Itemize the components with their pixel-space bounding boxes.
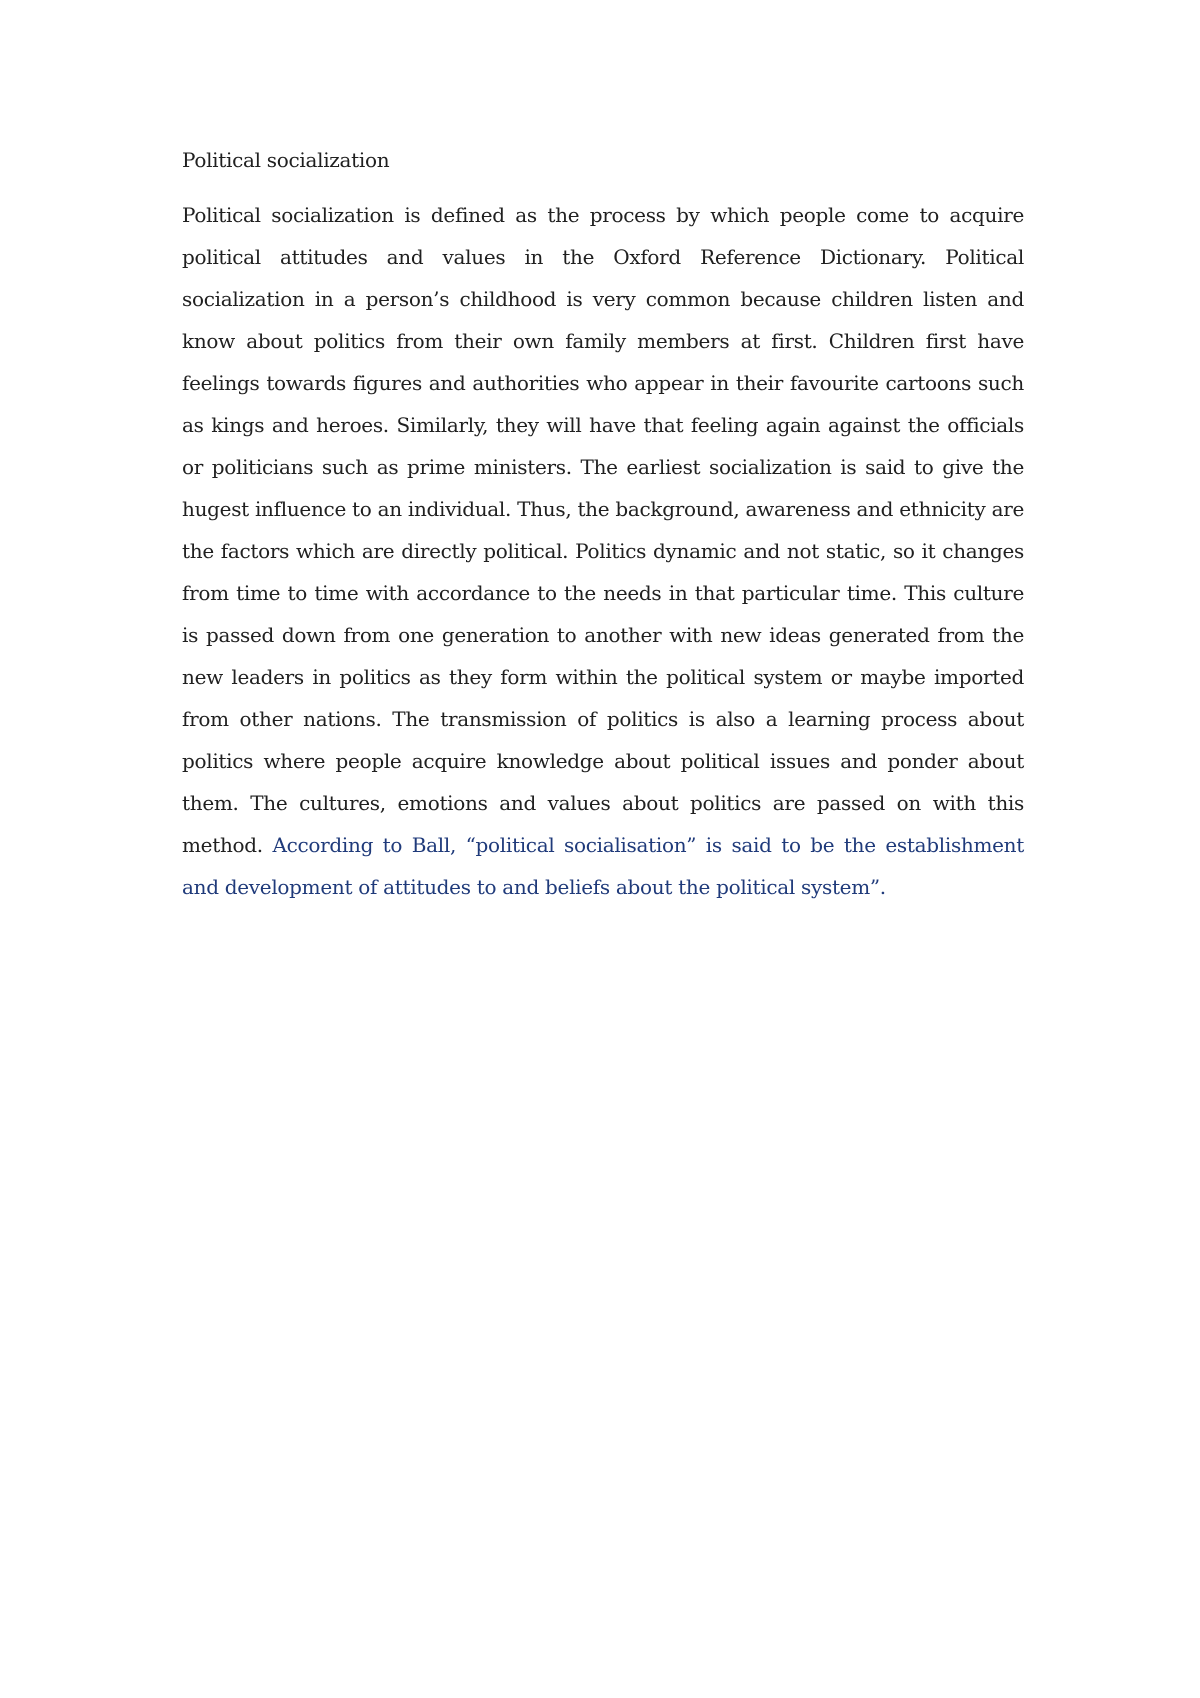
document-content [182, 146, 1024, 908]
quote-text: According to Ball, “political socialisation” is said to be the establishment and development of attitudes to and beliefs about the political system”. [182, 833, 1025, 899]
body-text: Political socialization is defined as the process by which people come to acquire political attitudes and values in the Oxford Reference Dictionary. Political socialization in a person’s childhood is very common because children listen and know about politics from their own family members at first. Children first have feelings towards figures and authorities who appear in their favourite cartoons such as kings and heroes. Similarly, they will have that feeling again against the officials or politicians such as prime ministers. The earliest socialization is said to give the hugest influence to an individual. Thus, the background, awareness and ethnicity are the factors which are directly political. Politics dynamic and not static, so it changes from time to time with accordance to the needs in that particular time. This culture is passed down from one generation to another with new ideas generated from the new leaders in politics as they form within the political system or maybe imported from other nations. The transmission of politics is also a learning process about politics where people acquire knowledge about political issues and ponder about them. The cultures, emotions and values about politics are passed on with this method. [182, 203, 1024, 857]
document-heading: Political socialization [182, 148, 390, 172]
body-paragraph [182, 194, 1024, 908]
